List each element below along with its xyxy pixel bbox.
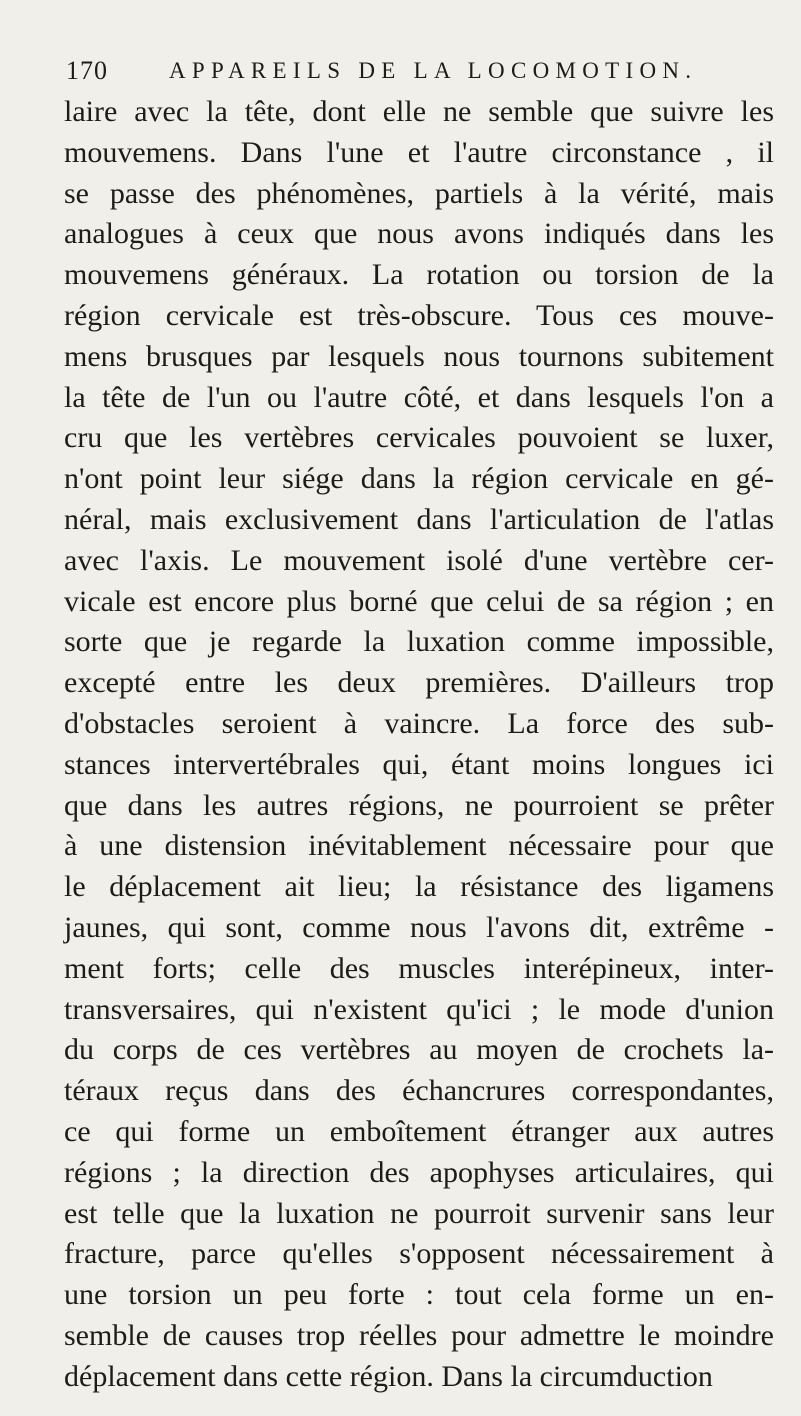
text-line: une torsion un peu forte : tout cela forme un en- [64, 1278, 774, 1312]
text-line: stances intervertébrales qui, étant moins longues ici [64, 747, 774, 781]
text-line: mouvemens. Dans l'une et l'autre circonstance , il [64, 135, 774, 169]
text-line: ment forts; celle des muscles interépineux, inter- [64, 951, 774, 985]
text-line: sorte que je regarde la luxation comme impossible, [64, 625, 774, 659]
text-line: n'ont point leur siége dans la région cervicale en gé- [64, 462, 774, 496]
text-line: à une distension inévitablement nécessaire pour que [64, 829, 774, 863]
text-line: le déplacement ait lieu; la résistance des ligamens [64, 870, 774, 904]
text-line: du corps de ces vertèbres au moyen de crochets la- [64, 1033, 774, 1067]
body-text [64, 92, 774, 1398]
text-line: excepté entre les deux premières. D'ailleurs trop [64, 666, 774, 700]
text-line: cru que les vertèbres cervicales pouvoient se luxer, [64, 421, 774, 455]
text-line: laire avec la tête, dont elle ne semble que suivre les [64, 95, 774, 128]
text-line: que dans les autres régions, ne pourroient se prêter [64, 788, 774, 822]
text-line: téraux reçus dans des échancrures correspondantes, [64, 1074, 774, 1108]
text-line: transversaires, qui n'existent qu'ici ; le mode d'union [64, 992, 774, 1026]
page-number: 170 [66, 56, 108, 85]
text-line: fracture, parce qu'elles s'opposent nécessairement à [64, 1237, 774, 1271]
text-line: la tête de l'un ou l'autre côté, et dans lesquels l'on a [64, 380, 774, 414]
running-title: APPAREILS DE LA LOCOMOTION. [169, 58, 698, 83]
text-line: vicale est encore plus borné que celui de sa région ; en [64, 584, 774, 618]
text-line: jaunes, qui sont, comme nous l'avons dit, extrême - [64, 910, 774, 944]
text-line: néral, mais exclusivement dans l'articulation de l'atlas [64, 502, 774, 536]
text-line: est telle que la luxation ne pourroit survenir sans leur [64, 1196, 774, 1230]
running-head [66, 50, 766, 90]
text-line: analogues à ceux que nous avons indiqués dans les [64, 217, 774, 251]
text-line: régions ; la direction des apophyses articulaires, qui [64, 1155, 774, 1189]
text-line: ce qui forme un emboîtement étranger aux autres [64, 1114, 774, 1148]
text-line: mouvemens généraux. La rotation ou torsion de la [64, 258, 774, 292]
text-line: semble de causes trop réelles pour admettre le moindre [64, 1318, 774, 1352]
text-line: se passe des phénomènes, partiels à la vérité, mais [64, 176, 774, 210]
text-line: région cervicale est très-obscure. Tous ces mouve- [64, 298, 774, 332]
text-line: d'obstacles seroient à vaincre. La force des sub- [64, 706, 774, 740]
text-line: mens brusques par lesquels nous tournons subitement [64, 339, 774, 373]
text-line: avec l'axis. Le mouvement isolé d'une vertèbre cer- [64, 543, 774, 577]
text-line: déplacement dans cette région. Dans la circumduction [64, 1359, 713, 1393]
